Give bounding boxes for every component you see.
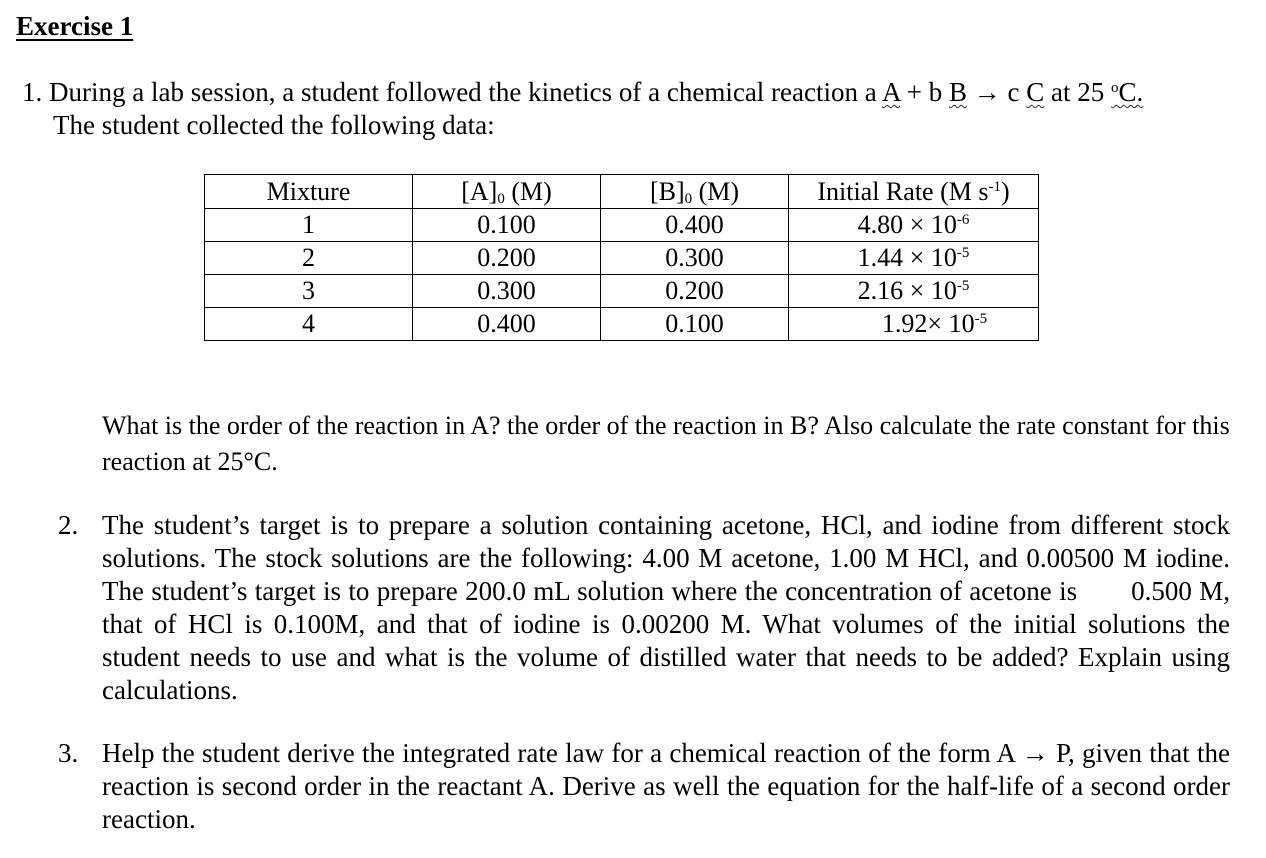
species-a: A — [882, 77, 901, 107]
cell-mixture: 3 — [205, 275, 413, 308]
question-1-intro — [22, 76, 1143, 142]
table-row — [205, 242, 1039, 275]
question-3-number: 3. — [58, 738, 79, 768]
question-2-number: 2. — [58, 510, 79, 540]
species-c: C — [1026, 77, 1045, 107]
cell-b: 0.300 — [601, 242, 789, 275]
header-initial-rate: Initial Rate (M $s^{-1}$) — [789, 175, 1039, 209]
question-3-text: Help the student derive the integrated rate law for a chemical reaction of the form A → P, given that the reaction is second order in the reactant A. Derive as well the equation for the half-life of a second order reaction. — [102, 738, 1230, 834]
species-b: B — [949, 77, 968, 107]
exercise-title: Exercise 1 — [16, 11, 134, 41]
header-a-concentration: $[A]_0$ (M) — [413, 175, 601, 209]
temperature-unit: $^o$C. — [1111, 77, 1144, 107]
cell-a: 0.300 — [413, 275, 601, 308]
question-1-prompt: What is the order of the reaction in A? the order of the reaction in B? Also calculate the rate constant for this reaction at 25°C. — [102, 411, 1230, 476]
cell-rate: $1.92\times 10^{-5}$ — [789, 308, 1039, 341]
cell-rate: $1.44 \times 10^{-5}$ — [789, 242, 1039, 275]
degree-sign: o — [1111, 80, 1119, 96]
question-1-line-2: The student collected the following data: — [53, 110, 495, 140]
cell-a: 0.400 — [413, 308, 601, 341]
question-2-text: The student’s target is to prepare a solution containing acetone, HCl, and iodine from different stock solutions. The stock solutions are the following: 4.00 M acetone, 1.00 M HCl, and 0.00500 M iodine. The student’s target is to prepare 200.0 mL solution where the concentration of acetone is 0.500 M, that of HCl is 0.100M, and that of iodine is 0.00200 M. What volumes of the initial solutions the student needs to use and what is the volume of distilled water that needs to be added? Explain using calculations. — [102, 510, 1231, 705]
cell-mixture: 4 — [205, 308, 413, 341]
question-1-number: 1. — [22, 77, 43, 107]
question-1-line-1: 1. During a lab session, a student followed the kinetics of a chemical reaction a A + b B → c C at 25 $^o$C. — [22, 77, 1144, 107]
table-row — [205, 275, 1039, 308]
header-b-concentration: $[B]_0$ (M) — [601, 175, 789, 209]
table-row — [205, 209, 1039, 242]
table-row — [205, 308, 1039, 341]
cell-rate: $4.80 \times 10^{-6}$ — [789, 209, 1039, 242]
kinetics-data-table — [204, 174, 1039, 341]
cell-a: 0.200 — [413, 242, 601, 275]
cell-mixture: 2 — [205, 242, 413, 275]
question-2 — [58, 509, 1230, 707]
reaction-arrow: → — [967, 77, 1008, 107]
cell-b: 0.100 — [601, 308, 789, 341]
header-mixture: Mixture — [205, 175, 413, 209]
cell-mixture: 1 — [205, 209, 413, 242]
cell-a: 0.100 — [413, 209, 601, 242]
cell-b: 0.400 — [601, 209, 789, 242]
cell-rate: $2.16 \times 10^{-5}$ — [789, 275, 1039, 308]
table-header-row — [205, 175, 1039, 209]
question-3 — [58, 737, 1230, 836]
cell-b: 0.200 — [601, 275, 789, 308]
